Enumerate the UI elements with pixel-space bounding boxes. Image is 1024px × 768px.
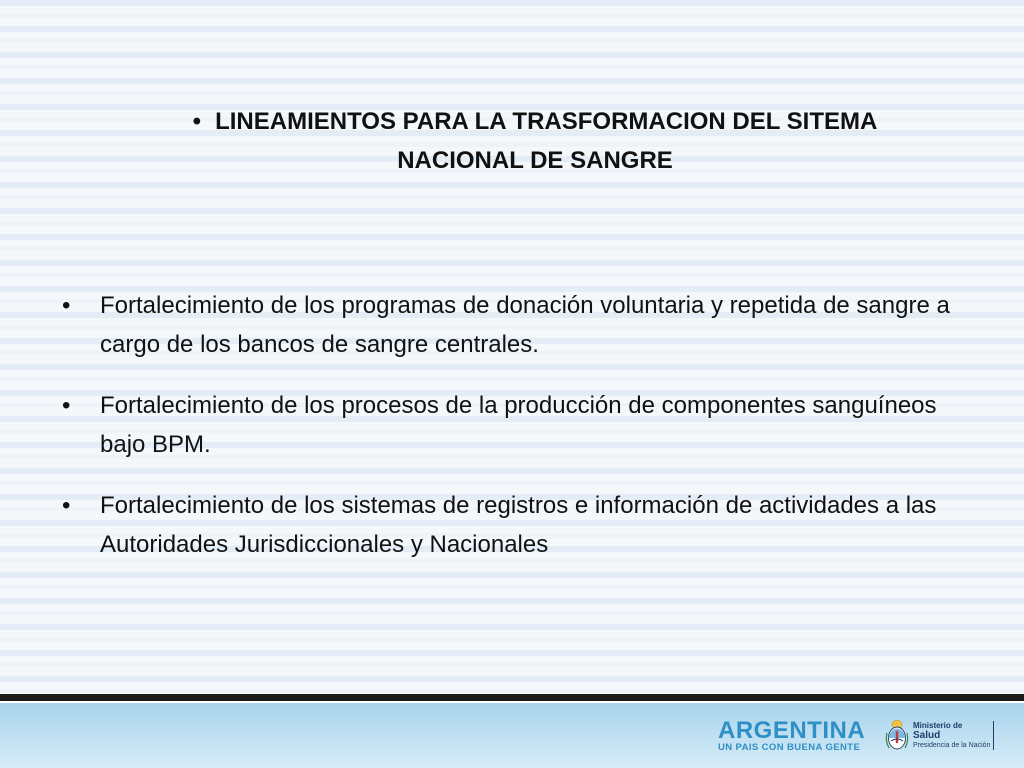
bullet-list (58, 286, 978, 586)
footer-divider (0, 694, 1024, 701)
list-bullet: • (62, 292, 71, 319)
slide-title-line-1 (95, 102, 975, 141)
national-coat-of-arms-icon (884, 719, 910, 751)
argentina-brand-logo (718, 717, 866, 753)
list-item (58, 486, 978, 564)
list-item-text: Fortalecimiento de los programas de donación voluntaria y repetida de sangre a cargo de los bancos de sangre centrales. (100, 292, 950, 358)
list-bullet: • (62, 492, 71, 519)
slide-title (95, 102, 975, 180)
footer-band (0, 703, 1024, 768)
list-item-text: Fortalecimiento de los sistemas de registros e información de actividades a las Autoridades Jurisdiccionales y Nacionales (100, 492, 937, 558)
slide-title-text-1: LINEAMIENTOS PARA LA TRASFORMACION DEL SITEMA (215, 108, 878, 135)
slide-title-line-2: NACIONAL DE SANGRE (397, 147, 673, 174)
list-item (58, 286, 978, 364)
ministry-logo-text (913, 721, 994, 750)
list-item (58, 386, 978, 464)
ministry-line-3: Presidencia de la Nación (913, 742, 991, 749)
list-item-text: Fortalecimiento de los procesos de la producción de componentes sanguíneos bajo BPM. (100, 392, 937, 458)
ministry-line-2: Salud (913, 730, 941, 741)
brand-main-text: ARGENTINA (718, 717, 866, 744)
title-bullet: • (192, 108, 202, 135)
brand-sub-text: UN PAIS CON BUENA GENTE (718, 742, 861, 753)
ministry-line-1: Ministerio de (913, 721, 963, 730)
list-bullet: • (62, 392, 71, 419)
